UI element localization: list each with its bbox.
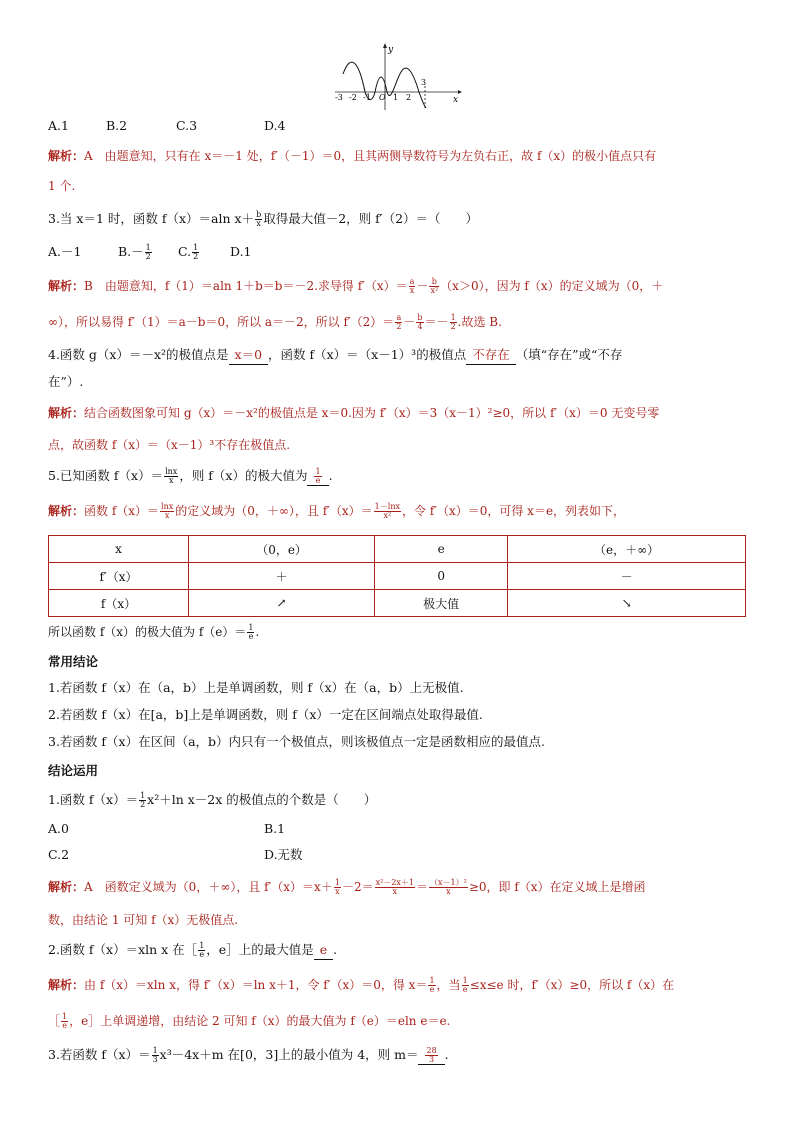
- tick-label-origin: O: [379, 93, 386, 102]
- common-item-3: 3.若函数 f（x）在区间（a，b）内只有一个极值点，则该极值点一定是函数相应的最值点.: [48, 734, 546, 749]
- y-axis-arrow: [383, 43, 387, 48]
- fraction: $\frac{b}{x}$: [256, 210, 262, 228]
- q2-analysis-line1: [48, 147, 656, 165]
- apply-q1-option-c: C.2: [48, 847, 70, 862]
- apply-q2-blank: e: [314, 941, 333, 960]
- apply-q3-answer-blank: $\frac{28}{3}$: [418, 1046, 444, 1065]
- table-cell: ↗: [189, 590, 375, 617]
- q3-option-d: D.1: [230, 244, 252, 259]
- apply-q3-stem: 3.若函数 f（x）＝ $\frac{1}{3}$ x³－4x＋m 在[0，3]上的最小值为 4，则 m＝ $\frac{28}{3}$ .: [48, 1046, 449, 1064]
- table-cell: f（x）: [49, 590, 189, 617]
- q5-conclusion: 所以函数 f（x）的极大值为 f（e）＝ $\frac{1}{e}$ .: [48, 623, 260, 641]
- q4-analysis-line2: 点，故函数 f（x）＝（x－1）³不存在极值点.: [48, 438, 291, 452]
- q4-stem-line2: 在”）.: [48, 374, 84, 389]
- y-axis-label: y: [388, 45, 394, 55]
- q2-option-b: B.2: [106, 118, 128, 133]
- table-cell: 0: [375, 563, 508, 590]
- q5-stem: 5.已知函数 f（x）＝ $\frac{\ln x}{x}$ ，则 f（x）的极大值为 $\frac{1}{e}$ .: [48, 467, 333, 485]
- q2-option-a: A.1: [48, 118, 69, 133]
- common-conclusions-heading: 常用结论: [48, 654, 99, 669]
- x-axis-arrow: [458, 90, 462, 94]
- apply-q1-stem: 1.函数 f（x）＝ $\frac{1}{2}$ x²＋ln x－2x 的极值点的个数是（ ）: [48, 791, 377, 809]
- monotonicity-table: [48, 535, 746, 617]
- q3-option-a: A.－1: [48, 244, 82, 259]
- table-row: [49, 590, 746, 617]
- table-cell: （0，e）: [189, 536, 375, 563]
- function-graph: [333, 42, 463, 112]
- table-row: [49, 536, 746, 563]
- apply-q1-analysis-line2: 数，由结论 1 可知 f（x）无极值点.: [48, 913, 239, 927]
- common-item-2: 2.若函数 f（x）在[a，b]上是单调函数，则 f（x）一定在区间端点处取得最值.: [48, 707, 483, 722]
- q4-blank-1: x＝0: [229, 346, 269, 365]
- analysis-text: A 由题意知，只有在 x＝－1 处，f′（－1）＝0，且其两侧导数符号为左负右正，故 f（x）的极小值点只有: [84, 149, 657, 163]
- q2-option-c: C.3: [176, 118, 198, 133]
- apply-q1-option-b: B.1: [264, 821, 286, 836]
- tick-label-neg1: -1: [363, 93, 371, 102]
- q3-option-c: C. $\frac{1}{2}$: [178, 243, 199, 261]
- apply-q2-analysis-line1: 解析：由 f（x）＝xln x，得 f′（x）＝ln x＋1，令 f′（x）＝0，得 x＝ $\frac{1}{e}$ ，当 $\frac{1}{e}$ ≤x≤e 时，f′（x）≥0，所以 f（x）在: [48, 976, 675, 994]
- apply-q1-option-a: A.0: [48, 821, 69, 836]
- table-cell: （e，＋∞）: [508, 536, 746, 563]
- q5-answer-blank: $\frac{1}{e}$: [307, 467, 328, 486]
- table-cell: e: [375, 536, 508, 563]
- analysis-label: 解析：: [48, 149, 85, 163]
- q3-stem-text: 3.当 x＝1 时，函数 f（x）＝aln x＋: [48, 211, 255, 226]
- q2-option-d: D.4: [264, 118, 286, 133]
- q3-stem: [48, 210, 478, 228]
- q4-stem-line1: 4.函数 g（x）＝－x²的极值点是 x＝0 ，函数 f（x）＝（x－1）³的极值点 不存在 （填“存在”或“不存: [48, 346, 622, 365]
- table-cell: x: [49, 536, 189, 563]
- q3-stem-text-2: 取得最大值－2，则 f′（2）＝（ ）: [263, 211, 479, 226]
- table-cell: －: [508, 563, 746, 590]
- apply-q1-option-d: D.无数: [264, 847, 303, 862]
- tick-label-neg3: -3: [335, 93, 343, 102]
- table-cell: f′（x）: [49, 563, 189, 590]
- q3-analysis-line2: ∞），所以易得 f′（1）＝a－b＝0，所以 a＝－2，所以 f′（2）＝ $\frac{a}{2}$ － $\frac{b}{4}$ ＝－ $\frac{1}{2}$ .故选 B.: [48, 313, 502, 331]
- table-row: [49, 563, 746, 590]
- q4-analysis-line1: 解析：结合函数图象可知 g（x）＝－x²的极值点是 x＝0.因为 f′（x）＝3（x－1）²≥0，所以 f′（x）＝0 无变号零: [48, 406, 660, 420]
- apply-q2-analysis-line2: ［ $\frac{1}{e}$ ，e］上单调递增，由结论 2 可知 f（x）的最大值为 f（e）＝eln e＝e.: [48, 1012, 451, 1030]
- apply-q1-analysis-line1: 解析：A 函数定义域为（0，＋∞），且 f′（x）＝x＋ $\frac{1}{x}$ －2＝ $\frac{\text{x²－2x＋1}}{x}$ ＝ $\frac{\text{（x－1）²}}{x}$ ≥0，即 f（x）在定义域上是增函: [48, 878, 646, 896]
- q4-blank-2: 不存在: [466, 346, 516, 365]
- q2-analysis-line2: 1 个.: [48, 179, 76, 193]
- tick-label-2: 2: [406, 93, 412, 102]
- x-axis-label: x: [453, 95, 459, 105]
- common-item-1: 1.若函数 f（x）在（a，b）上是单调函数，则 f（x）在（a，b）上无极值.: [48, 680, 464, 695]
- q3-option-b: B.－ $\frac{1}{2}$: [118, 243, 151, 261]
- tick-label-neg2: -2: [349, 93, 357, 102]
- apply-q2-stem: 2.函数 f（x）＝xln x 在［ $\frac{1}{e}$ ，e］上的最大值是 e .: [48, 941, 338, 959]
- tick-label-3: 3: [421, 78, 427, 87]
- table-cell: 极大值: [375, 590, 508, 617]
- tick-label-1: 1: [393, 93, 399, 102]
- q3-analysis-line1: 解析：B 由题意知，f（1）＝aln 1＋b＝b＝－2.求导得 f′（x）＝ $\frac{a}{x}$ － $\frac{b}{\text{x²}}$ （x＞0），因为 f（x）的定义域为（0，＋: [48, 277, 664, 295]
- apply-heading: 结论运用: [48, 763, 99, 778]
- table-cell: ↘: [508, 590, 746, 617]
- table-cell: ＋: [189, 563, 375, 590]
- q5-analysis-line1: 解析：函数 f（x）＝ $\frac{\ln x}{x}$ 的定义域为（0，＋∞），且 f′（x）＝ $\frac{1-\ln x}{\text{x²}}$ ，令 f′（x）＝0，可得 x＝e，列表如下，: [48, 502, 626, 520]
